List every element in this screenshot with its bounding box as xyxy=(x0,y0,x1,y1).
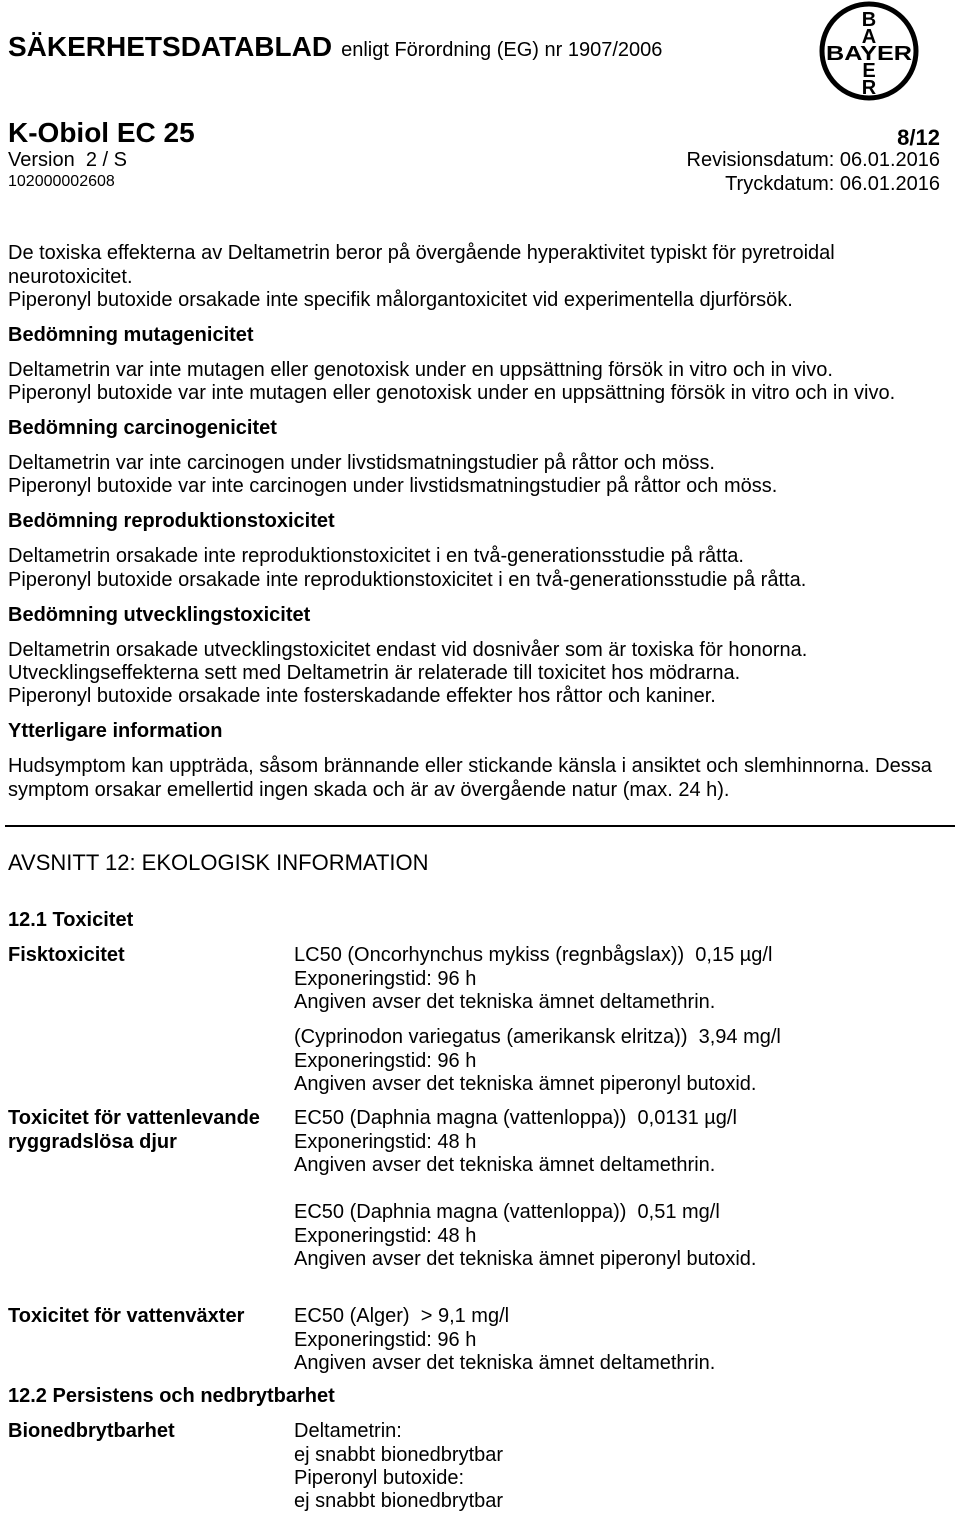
toxicology-section xyxy=(8,242,932,813)
section-12-title: AVSNITT 12: EKOLOGISK INFORMATION xyxy=(8,850,429,875)
subsection-12-2-heading: 12.2 Persistens och nedbrytbarhet xyxy=(8,1385,335,1408)
toxicity-value-line: (Cyprinodon variegatus (amerikansk elritza)) 3,94 mg/l xyxy=(294,1026,781,1049)
exposure-time-line: Exponeringstid: 48 h xyxy=(294,1224,477,1247)
mutagenicity-paragraph xyxy=(8,359,932,406)
plant-toxicity-label xyxy=(8,1305,244,1328)
logo-wordmark: BAYER xyxy=(826,43,913,65)
invertebrate-toxicity-entry-piperonyl xyxy=(294,1201,757,1271)
subsection-12-1-heading: 12.1 Toxicitet xyxy=(8,909,134,932)
developmental-toxicity-line: Deltametrin orsakade utvecklingstoxicitet endast vid dosnivåer som är toxiska för honorna. xyxy=(8,638,808,661)
logo-letter-b: B xyxy=(861,9,877,31)
developmental-toxicity-heading: Bedömning utvecklingstoxicitet xyxy=(8,603,311,626)
exposure-time-line: Exponeringstid: 48 h xyxy=(294,1130,477,1153)
intro-line: De toxiska effekterna av Deltametrin beror på övergående hyperaktivitet typiskt för pyretroidal xyxy=(8,242,835,265)
fish-toxicity-label xyxy=(8,944,125,967)
invertebrate-toxicity-label xyxy=(8,1107,260,1154)
reproductive-toxicity-heading: Bedömning reproduktionstoxicitet xyxy=(8,510,335,533)
additional-information-paragraph xyxy=(8,755,932,802)
section-divider xyxy=(5,825,955,827)
substance-note-line: Angiven avser det tekniska ämnet deltamethrin. xyxy=(294,1351,716,1374)
toxicity-value-line: EC50 (Daphnia magna (vattenloppa)) 0,0131 µg/l xyxy=(294,1107,737,1130)
carcinogenicity-paragraph xyxy=(8,452,932,499)
mutagenicity-line: Deltametrin var inte mutagen eller genotoxisk under en uppsättning försök in vitro och in vivo. xyxy=(8,358,833,381)
substance-note-line: Angiven avser det tekniska ämnet deltamethrin. xyxy=(294,990,716,1013)
exposure-time-line: Exponeringstid: 96 h xyxy=(294,1328,477,1351)
toxicity-value-line: LC50 (Oncorhynchus mykiss (regnbågslax)) 0,15 µg/l xyxy=(294,944,773,967)
regulation-reference: enligt Förordning (EG) nr 1907/2006 xyxy=(341,39,663,61)
invertebrate-toxicity-label-line: ryggradslösa djur xyxy=(8,1130,177,1153)
substance-note-line: Angiven avser det tekniska ämnet piperonyl butoxid. xyxy=(294,1247,757,1270)
biodegradability-label-line: Bionedbrytbarhet xyxy=(8,1420,175,1443)
intro-paragraph xyxy=(8,242,932,312)
logo-letter-r: R xyxy=(861,77,877,99)
substance-note-line: Angiven avser det tekniska ämnet piperonyl butoxid. xyxy=(294,1072,757,1095)
carcinogenicity-heading: Bedömning carcinogenicitet xyxy=(8,417,277,440)
logo-letter-a: A xyxy=(861,26,877,48)
biodegradability-line: ej snabbt bionedbrytbar xyxy=(294,1490,504,1513)
intro-line: neurotoxicitet. xyxy=(8,265,133,288)
fish-toxicity-label-line: Fisktoxicitet xyxy=(8,944,125,967)
developmental-toxicity-paragraph xyxy=(8,639,932,709)
fish-toxicity-entry-deltamethrin xyxy=(294,944,772,1014)
biodegradability-entry xyxy=(294,1420,503,1513)
bayer-logo xyxy=(816,0,922,104)
biodegradability-line: Deltametrin: xyxy=(294,1420,402,1443)
product-name: K-Obiol EC 25 xyxy=(8,117,195,148)
document-number: 102000002608 xyxy=(8,173,115,190)
fish-toxicity-entry-piperonyl xyxy=(294,1026,781,1096)
mutagenicity-heading: Bedömning mutagenicitet xyxy=(8,323,254,346)
intro-line: Piperonyl butoxide orsakade inte specifik målorgantoxicitet vid experimentella djurförsök. xyxy=(8,288,793,311)
exposure-time-line: Exponeringstid: 96 h xyxy=(294,967,477,990)
plant-toxicity-entry xyxy=(294,1305,715,1375)
plant-toxicity-label-line: Toxicitet för vattenväxter xyxy=(8,1305,245,1328)
toxicity-value-line: EC50 (Alger) > 9,1 mg/l xyxy=(294,1305,510,1328)
carcinogenicity-line: Deltametrin var inte carcinogen under livstidsmatningstudier på råttor och möss. xyxy=(8,452,715,475)
reproductive-toxicity-line: Deltametrin orsakade inte reproduktionstoxicitet i en två-generationsstudie på råtta. xyxy=(8,545,744,568)
mutagenicity-line: Piperonyl butoxide var inte mutagen eller genotoxisk under en uppsättning försök in vitro och in vivo. xyxy=(8,382,896,405)
print-date: Tryckdatum: 06.01.2016 xyxy=(725,173,940,195)
document-header-title xyxy=(8,31,662,68)
additional-information-line: Hudsymptom kan uppträda, såsom brännande eller stickande känsla i ansiktet och slemhinnorna. Dessa xyxy=(8,755,932,778)
document-title: SÄKERHETSDATABLAD xyxy=(8,31,333,62)
version-label: Version 2 / S xyxy=(8,149,127,171)
invertebrate-toxicity-entry-deltamethrin xyxy=(294,1107,737,1177)
biodegradability-label xyxy=(8,1420,175,1443)
logo-letter-e: E xyxy=(862,60,876,82)
reproductive-toxicity-paragraph xyxy=(8,545,932,592)
carcinogenicity-line: Piperonyl butoxide var inte carcinogen under livstidsmatningstudier på råttor och möss. xyxy=(8,475,778,498)
revision-date: Revisionsdatum: 06.01.2016 xyxy=(686,149,940,171)
toxicity-value-line: EC50 (Daphnia magna (vattenloppa)) 0,51 mg/l xyxy=(294,1201,720,1224)
page-number: 8/12 xyxy=(897,125,940,150)
biodegradability-line: ej snabbt bionedbrytbar xyxy=(294,1443,504,1466)
developmental-toxicity-line: Utvecklingseffekterna sett med Deltametrin är relaterade till toxicitet hos mödrarna. xyxy=(8,662,741,684)
biodegradability-line: Piperonyl butoxide: xyxy=(294,1466,465,1489)
substance-note-line: Angiven avser det tekniska ämnet deltamethrin. xyxy=(294,1153,716,1176)
additional-information-line: symptom orsakar emellertid ingen skada och är av övergående natur (max. 24 h). xyxy=(8,778,730,801)
exposure-time-line: Exponeringstid: 96 h xyxy=(294,1049,477,1072)
additional-information-heading: Ytterligare information xyxy=(8,720,223,743)
invertebrate-toxicity-label-line: Toxicitet för vattenlevande xyxy=(8,1107,260,1130)
reproductive-toxicity-line: Piperonyl butoxide orsakade inte reproduktionstoxicitet i en två-generationsstudie på råtta. xyxy=(8,568,807,591)
developmental-toxicity-line: Piperonyl butoxide orsakade inte fosterskadande effekter hos råttor och kaniner. xyxy=(8,685,716,708)
